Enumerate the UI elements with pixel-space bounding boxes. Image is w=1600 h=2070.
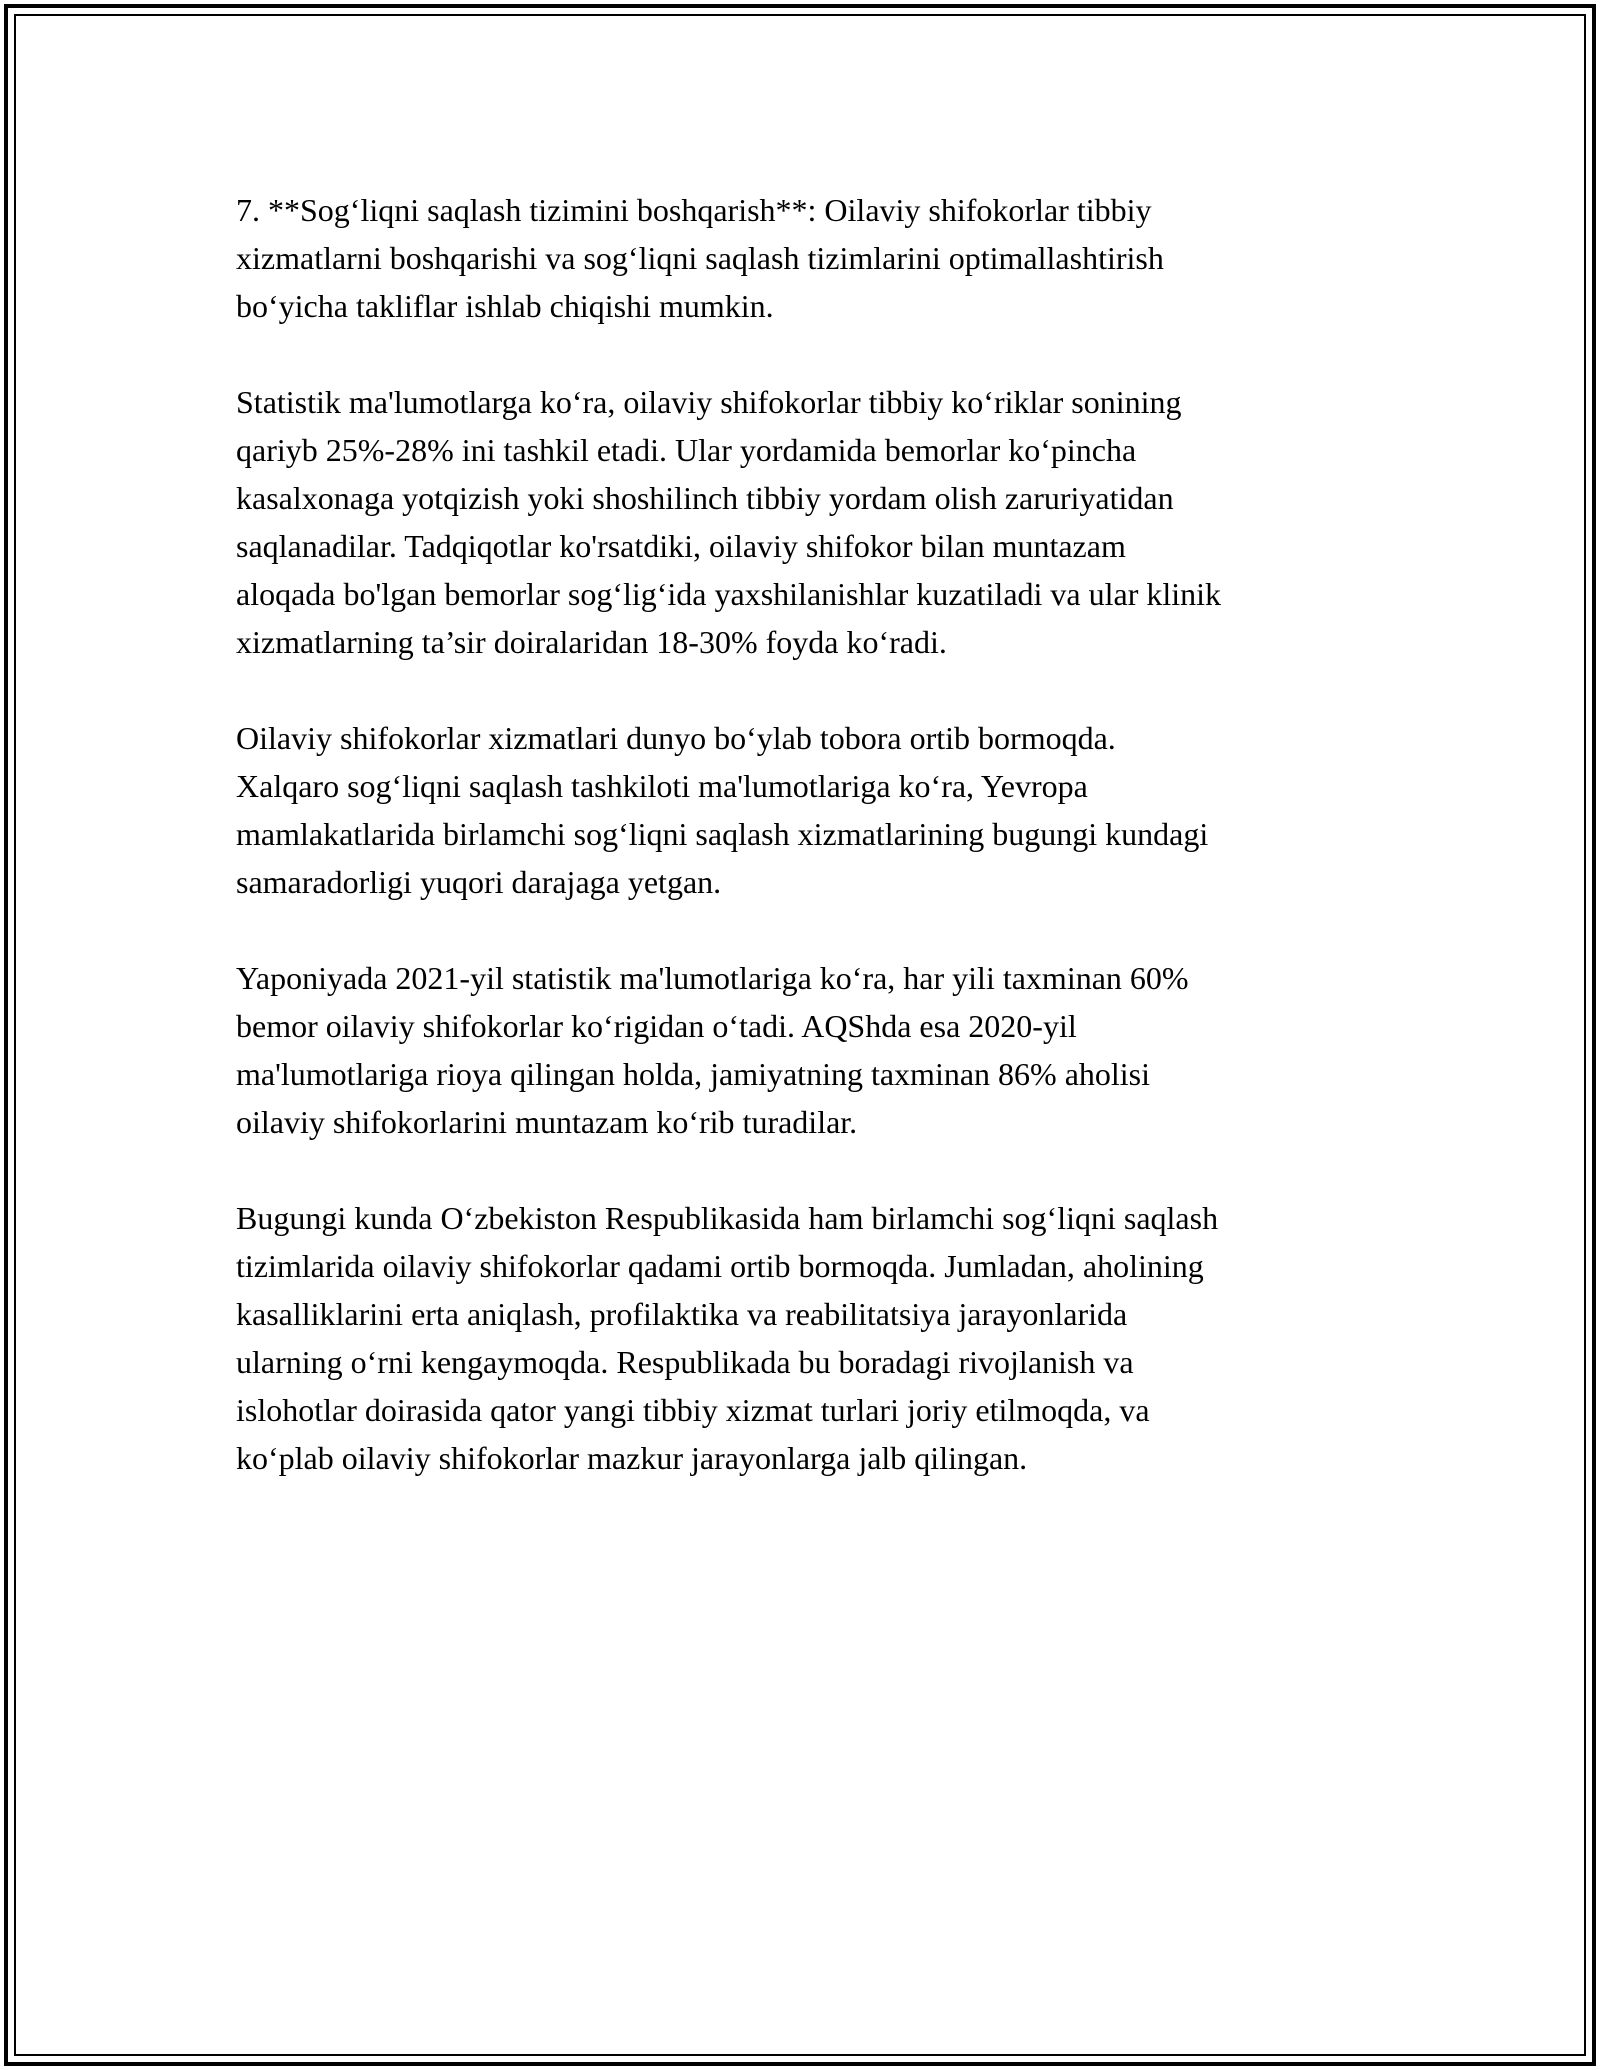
text-line: oilaviy shifokorlarini muntazam ko‘rib turadilar. xyxy=(236,1104,858,1140)
paragraph-statistics xyxy=(236,378,1386,666)
document-body xyxy=(236,186,1386,1530)
text-line: Oilaviy shifokorlar xizmatlari dunyo bo‘ylab tobora ortib bormoqda. xyxy=(236,720,1116,756)
text-line: Yaponiyada 2021-yil statistik ma'lumotlariga ko‘ra, har yili taxminan 60% xyxy=(236,960,1189,996)
text-line: kasalliklarini erta aniqlash, profilaktika va reabilitatsiya jarayonlarida xyxy=(236,1296,1128,1332)
text-line: ma'lumotlariga rioya qilingan holda, jamiyatning taxminan 86% aholisi xyxy=(236,1056,1151,1092)
text-line: saqlanadilar. Tadqiqotlar ko'rsatdiki, oilaviy shifokor bilan muntazam xyxy=(236,528,1126,564)
paragraph-healthcare-management xyxy=(236,186,1386,330)
text-line: kasalxonaga yotqizish yoki shoshilinch tibbiy yordam olish zaruriyatidan xyxy=(236,480,1174,516)
text-line: ularning o‘rni kengaymoqda. Respublikada bu boradagi rivojlanish va xyxy=(236,1344,1134,1380)
text-line: tizimlarida oilaviy shifokorlar qadami ortib bormoqda. Jumladan, aholining xyxy=(236,1248,1204,1284)
paragraph-worldwide-growth xyxy=(236,714,1386,906)
text-line: samaradorligi yuqori darajaga yetgan. xyxy=(236,864,722,900)
text-line: ko‘plab oilaviy shifokorlar mazkur jarayonlarga jalb qilingan. xyxy=(236,1440,1028,1476)
text-line: xizmatlarni boshqarishi va sog‘liqni saqlash tizimlarini optimallashtirish xyxy=(236,240,1164,276)
text-line: aloqada bo'lgan bemorlar sog‘lig‘ida yaxshilanishlar kuzatiladi va ular klinik xyxy=(236,576,1222,612)
text-line: mamlakatlarida birlamchi sog‘liqni saqlash xizmatlarining bugungi kundagi xyxy=(236,816,1209,852)
text-line: qariyb 25%-28% ini tashkil etadi. Ular yordamida bemorlar ko‘pincha xyxy=(236,432,1137,468)
text-line: Statistik ma'lumotlarga ko‘ra, oilaviy shifokorlar tibbiy ko‘riklar sonining xyxy=(236,384,1182,420)
text-line: Xalqaro sog‘liqni saqlash tashkiloti ma'lumotlariga ko‘ra, Yevropa xyxy=(236,768,1088,804)
text-line: 7. **Sog‘liqni saqlash tizimini boshqarish**: Oilaviy shifokorlar tibbiy xyxy=(236,192,1152,228)
text-line: Bugungi kunda O‘zbekiston Respublikasida ham birlamchi sog‘liqni saqlash xyxy=(236,1200,1219,1236)
paragraph-japan-usa xyxy=(236,954,1386,1146)
text-line: islohotlar doirasida qator yangi tibbiy xizmat turlari joriy etilmoqda, va xyxy=(236,1392,1150,1428)
text-line: xizmatlarning ta’sir doiralaridan 18-30% foyda ko‘radi. xyxy=(236,624,947,660)
text-line: bo‘yicha takliflar ishlab chiqishi mumkin. xyxy=(236,288,774,324)
text-line: bemor oilaviy shifokorlar ko‘rigidan o‘tadi. AQShda esa 2020-yil xyxy=(236,1008,1077,1044)
paragraph-uzbekistan xyxy=(236,1194,1386,1482)
